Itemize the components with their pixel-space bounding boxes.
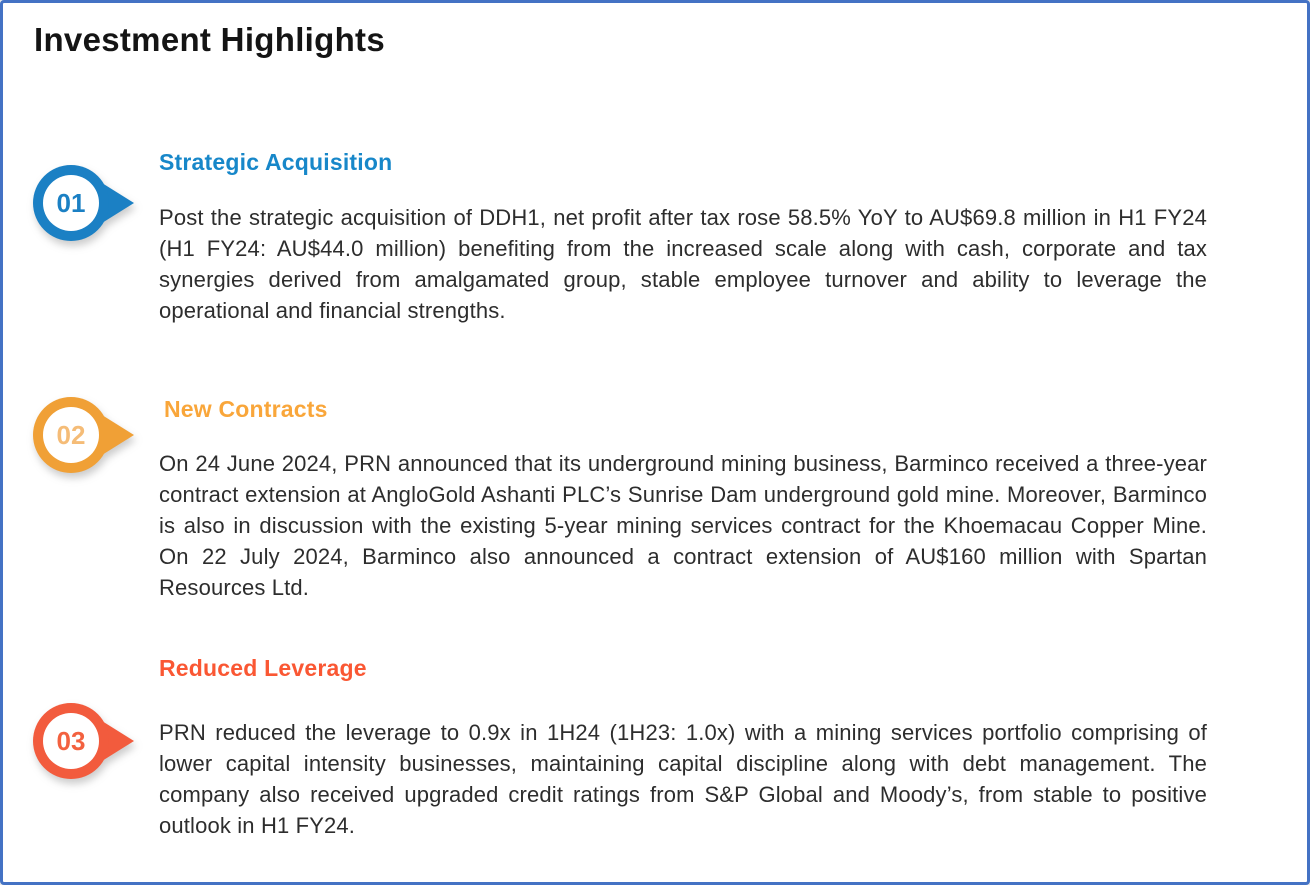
step-pin-icon (32, 701, 136, 781)
section-heading-strategic-acquisition: Strategic Acquisition (159, 149, 393, 175)
section-heading-new-contracts: New Contracts (164, 396, 328, 422)
section-body-strategic-acquisition: Post the strategic acquisition of DDH1, net profit after tax rose 58.5% YoY to AU$69.8 million in H1 FY24 (H1 FY24: AU$44.0 million) benefiting from the increased scale along with cash, corporate and tax synergies derived from amalgamated group, stable employee turnover and ability to leverage the operational and financial strengths. (159, 205, 1207, 323)
step-pin-icon (32, 163, 136, 243)
step-number: 03 (56, 726, 86, 756)
page-title: Investment Highlights (34, 21, 385, 58)
step-number: 02 (56, 420, 86, 450)
section-body-new-contracts: On 24 June 2024, PRN announced that its underground mining business, Barminco received a three-year contract extension at AngloGold Ashanti PLC’s Sunrise Dam underground gold mine. Moreover, Barminco is also in discussion with the existing 5-year mining services contract for the Khoemacau Copper Mine. On 22 July 2024, Barminco also announced a contract extension of AU$160 million with Spartan Resources Ltd. (159, 451, 1207, 600)
step-pin-icon (32, 395, 136, 475)
section-body-reduced-leverage: PRN reduced the leverage to 0.9x in 1H24 (1H23: 1.0x) with a mining services portfolio comprising of lower capital intensity businesses, maintaining capital discipline along with debt management. The company also received upgraded credit ratings from S&P Global and Moody’s, from stable to positive outlook in H1 FY24. (159, 720, 1207, 838)
step-number: 01 (56, 188, 86, 218)
section-heading-reduced-leverage: Reduced Leverage (159, 655, 367, 681)
